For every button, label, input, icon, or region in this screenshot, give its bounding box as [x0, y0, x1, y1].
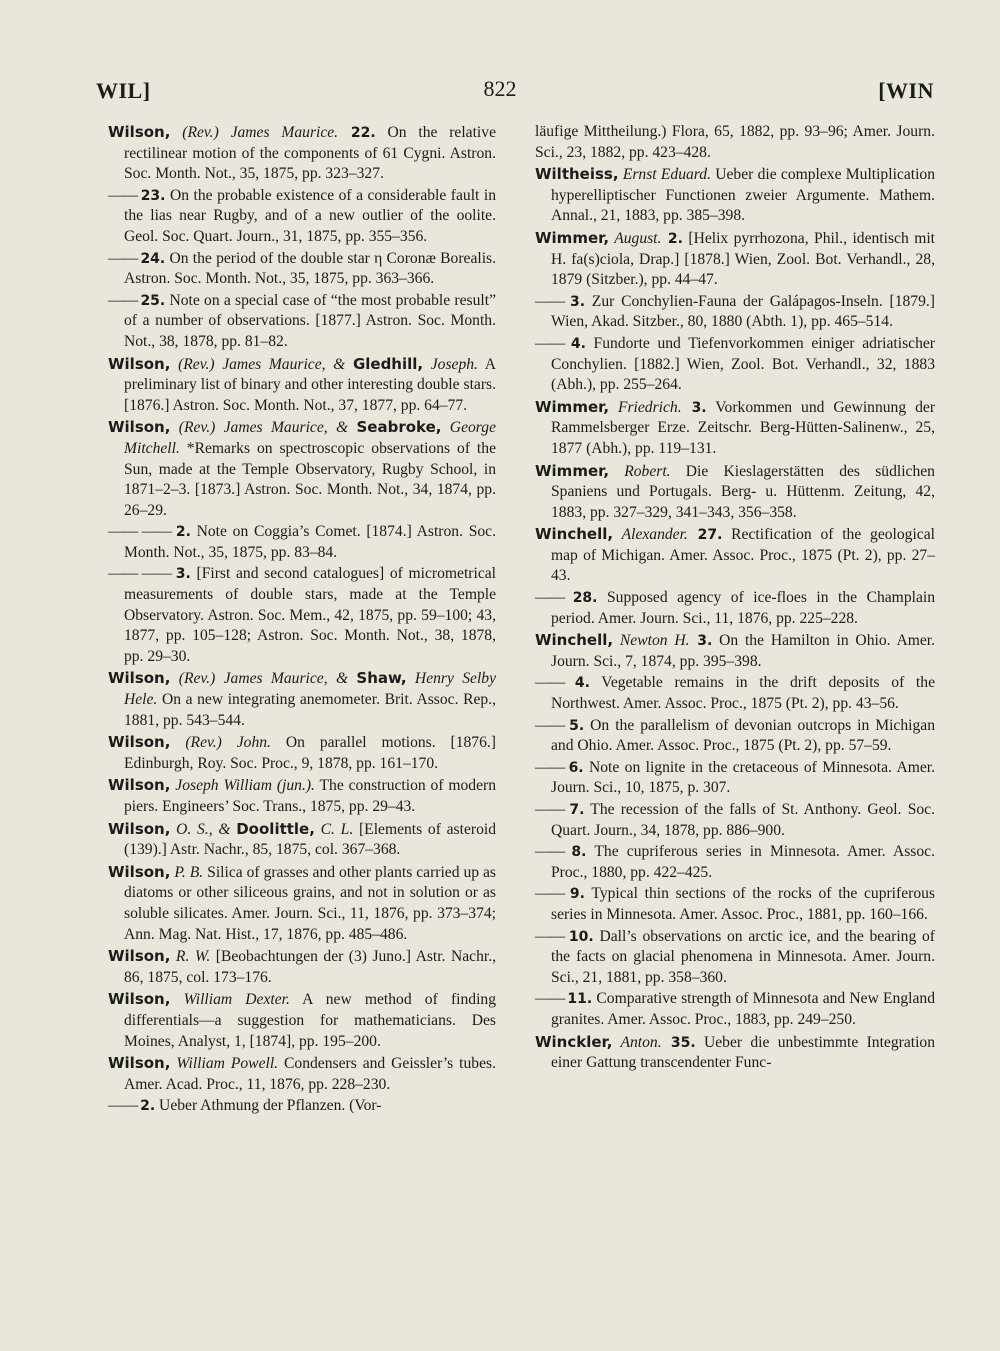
bibliography-entry: [108, 564, 496, 667]
entry-author: Wimmer,: [535, 397, 610, 416]
entry-text: Condensers and Geissler’s tubes. Amer. Acad. Proc., 11, 1876, pp. 228–230.: [124, 1055, 496, 1093]
entry-author: Wilson,: [108, 418, 171, 437]
entry-text: [Elements of asteroid (139).] Astr. Nachr., 85, 1875, col. 367–368.: [124, 820, 497, 859]
entry-number: 2.: [175, 524, 191, 541]
bibliography-entry: [535, 164, 935, 227]
entry-coauthor: Shaw,: [356, 669, 407, 688]
entry-author: Wiltheiss,: [535, 165, 619, 184]
bibliography-entry: [108, 1096, 496, 1117]
bibliography-entry: [535, 716, 935, 757]
entry-author: Wilson,: [108, 1054, 171, 1073]
entry-text: On the probable existence of a considerable fault in the lias near Rugby, and of a new outlier of the oolite. Geol. Soc. Quart. Journ., 31, 1875, pp. 355–356.: [124, 186, 496, 245]
entry-text: Vorkommen und Gewinnung der Rammelsberger Erze. Zeitschr. Berg-Hütten-Salinenw., 25, 1877 (Abh.), pp. 119–131.: [551, 398, 936, 457]
bibliography-entry: [535, 588, 935, 629]
header-right: [WIN: [878, 78, 934, 103]
entry-number: 24.: [140, 250, 166, 267]
entry-number: 23.: [140, 187, 166, 204]
bibliography-entry: [535, 884, 935, 925]
entry-text: A new method of finding differentials—a suggestion for mathematicians. Des Moines, Analyst, 1, [1874], pp. 195–200.: [124, 991, 496, 1050]
bibliography-entry: [108, 1053, 496, 1095]
entry-number: 8.: [571, 844, 587, 861]
entry-repeat-dash: ——: [535, 843, 572, 861]
bibliography-entry: [108, 291, 496, 353]
entry-text: Ueber Athmung der Pflanzen. (Vor-: [155, 1097, 382, 1115]
entry-forename: (Rev.) James Maurice.: [170, 124, 339, 141]
bibliography-entry: [108, 819, 496, 861]
entry-text: [First and second catalogues] of micrometrical measurements of double stars, made at the Temple Observatory. Astron. Soc. Mem., 42, 1875, pp. 59–100; 43, 1877, pp. 105–128; Astron. Soc. Month. Not., 38, 1878, pp. 29–30.: [124, 565, 496, 665]
entry-repeat-dash: ——: [108, 1097, 141, 1115]
entry-repeat-dash: ——: [535, 801, 570, 818]
entry-text: On the relative rectilinear motion of the components of 61 Cygni. Astron. Soc. Month. Not., 35, 1875, pp. 323–327.: [124, 124, 496, 183]
entry-text: Zur Conchylien-Fauna der Galápagos-Inseln. [1879.] Wien, Akad. Sitzber., 80, 1880 (Abth. 1), pp. 465–514.: [551, 292, 935, 331]
entry-author: Wilson,: [108, 990, 171, 1009]
entry-number: 7.: [569, 802, 585, 818]
bibliography-entry: [535, 1032, 935, 1074]
bibliography-entry: [535, 334, 935, 396]
bibliography-entry: [535, 122, 935, 163]
entry-forename: William Dexter.: [170, 991, 290, 1009]
bibliography-entry: [535, 228, 935, 291]
entry-forename: O. S., &: [170, 820, 237, 838]
entry-text: Dall’s observations on arctic ice, and the bearing of the facts on glacial phenomena in Minnesota. Amer. Journ. Sci., 21, 1881, pp. 358–360.: [551, 927, 935, 986]
entry-forename: R. W.: [170, 948, 211, 966]
bibliography-entry: [535, 397, 935, 460]
entry-text: Fundorte und Tiefenvorkommen einiger adriatischer Conchylien. [1882.] Wien, Zool. Bot. Verhandl., 32, 1883 (Abh.), pp. 255–264.: [551, 334, 935, 394]
bibliography-entry: [108, 862, 496, 945]
entry-forename: Friedrich.: [609, 398, 682, 416]
entry-forename: Ernst Eduard.: [618, 166, 711, 184]
entry-repeat-dash: —— ——: [108, 523, 176, 541]
entry-author: Wilson,: [108, 947, 171, 966]
entry-text: Ueber die complexe Multiplication hyperelliptischer Functionen zweier Argumente. Mathem. Annal., 21, 1883, pp. 385–398.: [551, 166, 935, 225]
entry-number: 25.: [140, 292, 166, 309]
entry-number: 35.: [661, 1034, 696, 1051]
right-column: [535, 122, 935, 1075]
entry-number: 3.: [681, 399, 707, 416]
entry-text: Typical thin sections of the rocks of the cupriferous series in Minnesota. Amer. Assoc. Proc., 1881, pp. 160–166.: [551, 885, 935, 923]
entry-text: Note on lignite in the cretaceous of Minnesota. Amer. Journ. Sci., 10, 1875, p. 307.: [551, 758, 935, 797]
entry-repeat-dash: ——: [108, 186, 141, 204]
entry-text: A preliminary list of binary and other interesting double stars. [1876.] Astron. Soc. Month. Not., 37, 1877, pp. 64–77.: [124, 355, 496, 414]
entry-forename: P. B.: [170, 863, 204, 881]
entry-text: Silica of grasses and other plants carried up as diatoms or other siliceous grains, and not in solution or as soluble silicates. Amer. Journ. Sci., 11, 1876, pp. 373–374; Ann. Mag. Nat. Hist., 17, 1876, pp. 485–486.: [124, 863, 496, 943]
entry-number: 2.: [140, 1098, 156, 1115]
bibliography-entry: [108, 354, 496, 417]
entry-text: Note on Coggia’s Comet. [1874.] Astron. Soc. Month. Not., 35, 1875, pp. 83–84.: [124, 523, 497, 561]
bibliography-entry: [108, 989, 496, 1052]
entry-repeat-dash: ——: [535, 990, 568, 1008]
entry-author: Wilson,: [108, 776, 171, 795]
entry-number: 28.: [572, 590, 598, 607]
entry-text: [Beobachtungen der (3) Juno.] Astr. Nachr., 86, 1875, col. 173–176.: [124, 948, 496, 986]
bibliography-entry: [535, 673, 935, 714]
entry-coauthor-forename: George Mitchell.: [124, 419, 496, 457]
bibliography-entry: [108, 668, 496, 731]
bibliography-entry: [108, 417, 496, 521]
entry-repeat-dash: ——: [108, 291, 141, 309]
entry-number: 4.: [570, 335, 586, 352]
entry-text: Ueber die unbestimmte Integration einer Gattung transcendenter Func-: [551, 1033, 935, 1072]
bibliography-entry: [108, 122, 496, 185]
bibliography-entry: [535, 758, 935, 799]
entry-coauthor-forename: Joseph.: [423, 355, 478, 373]
page-number: 822: [483, 76, 517, 101]
entry-repeat-dash: ——: [535, 927, 569, 945]
entry-text: Die Kieslagerstätten des südlichen Spaniens und Portugals. Berg- u. Hüttenm. Zeitung, 42, 1883, pp. 327–329, 341–343, 356–358.: [551, 462, 935, 521]
entry-forename: (Rev.) John.: [170, 734, 271, 752]
bibliography-entry: [108, 522, 496, 563]
bibliography-entry: [108, 732, 496, 774]
entry-text: Vegetable remains in the drift deposits of the Northwest. Amer. Assoc. Proc., 1875 (Pt. 2), pp. 43–56.: [551, 674, 935, 713]
entry-text: On the Hamilton in Ohio. Amer. Journ. Sci., 7, 1874, pp. 395–398.: [551, 632, 935, 670]
entry-author: Wimmer,: [535, 461, 610, 480]
entry-text: *Remarks on spectroscopic observations of the Sun, made at the Temple Observatory, Rugby School, in 1871–2–3. [1873.] Astron. Soc. Month. Not., 34, 1874, pp. 26–29.: [124, 439, 496, 519]
entry-number: 10.: [568, 928, 594, 945]
entry-repeat-dash: ——: [535, 674, 575, 692]
entry-coauthor: Gledhill,: [352, 354, 424, 373]
entry-number: 5.: [569, 717, 585, 734]
entry-forename: Joseph William (jun.).: [170, 777, 315, 795]
bibliography-entry: [108, 775, 496, 817]
entry-text: On the parallelism of devonian outcrops in Michigan and Ohio. Amer. Assoc. Proc., 1875 (Pt. 2), pp. 57–59.: [551, 716, 935, 755]
left-column: [108, 122, 496, 1118]
bibliography-entry: [108, 249, 496, 290]
entry-author: Wilson,: [108, 669, 171, 688]
entry-forename: (Rev.) James Maurice, &: [170, 670, 357, 688]
entry-repeat-dash: —— ——: [108, 565, 176, 583]
entry-number: 11.: [567, 991, 593, 1008]
entry-text: The cupriferous series in Minnesota. Amer. Assoc. Proc., 1880, pp. 422–425.: [551, 843, 935, 881]
bibliography-entry: [535, 927, 935, 989]
entry-forename: Alexander.: [613, 526, 688, 544]
entry-forename: William Powell.: [170, 1055, 279, 1073]
entry-repeat-dash: ——: [535, 885, 570, 903]
header-left: WIL]: [96, 78, 151, 103]
entry-forename: Robert.: [609, 462, 671, 480]
entry-text: [Helix pyrrhozona, Phil., identisch mit H. fa(s)ciola, Drap.] [1878.] Wien, Zool. Bot. Verhandl., 28, 1879 (Sitzber.), pp. 44–47.: [551, 229, 935, 289]
entry-repeat-dash: ——: [535, 716, 570, 734]
entry-text: Supposed agency of ice-floes in the Champlain period. Amer. Journ. Sci., 11, 1876, pp. 225–228.: [551, 589, 935, 627]
entry-number: 6.: [568, 759, 584, 776]
entry-author: Wilson,: [108, 862, 171, 881]
bibliography-entry: [108, 946, 496, 988]
bibliography-entry: [535, 842, 935, 883]
bibliography-entry: [535, 800, 935, 841]
entry-forename: August.: [609, 229, 662, 247]
entry-number: 27.: [687, 527, 723, 544]
entry-number: 3.: [689, 633, 713, 650]
entry-author: Winckler,: [535, 1032, 613, 1051]
entry-repeat-dash: ——: [108, 249, 141, 267]
entry-number: 22.: [338, 125, 376, 141]
entry-coauthor: Seabroke,: [356, 418, 442, 437]
entry-text: On parallel motions. [1876.] Edinburgh, Roy. Soc. Proc., 9, 1878, pp. 161–170.: [124, 734, 496, 772]
bibliography-entry: [535, 989, 935, 1030]
bibliography-entry: [535, 524, 935, 587]
entry-number: 3.: [175, 566, 191, 583]
bibliography-entry: [535, 630, 935, 672]
entry-repeat-dash: ——: [535, 589, 573, 607]
entry-author: Wilson,: [108, 733, 171, 752]
entry-forename: Anton.: [612, 1033, 662, 1051]
entry-text: Rectification of the geological map of Michigan. Amer. Assoc. Proc., 1875 (Pt. 2), pp. 27–43.: [551, 526, 935, 585]
entry-repeat-dash: ——: [535, 292, 570, 310]
entry-number: 9.: [569, 886, 585, 903]
entry-author: Wimmer,: [535, 228, 610, 247]
entry-repeat-dash: ——: [535, 334, 571, 352]
entry-author: Wilson,: [108, 819, 171, 838]
entry-text: The recession of the falls of St. Anthony. Geol. Soc. Quart. Journ., 34, 1878, pp. 886–900.: [551, 801, 935, 839]
entry-text: On a new integrating anemometer. Brit. Assoc. Rep., 1881, pp. 543–544.: [124, 691, 496, 729]
entry-forename: Newton H.: [613, 632, 690, 650]
entry-number: 3.: [569, 293, 586, 310]
bibliography-entry: [535, 461, 935, 524]
entry-text: Comparative strength of Minnesota and New England granites. Amer. Assoc. Proc., 1883, pp. 249–250.: [551, 990, 935, 1028]
entry-forename: (Rev.) James Maurice, &: [170, 355, 353, 373]
entry-author: Wilson,: [108, 354, 171, 373]
entry-coauthor: Doolittle,: [236, 819, 315, 838]
entry-author: Winchell,: [535, 525, 614, 544]
entry-number: 2.: [661, 230, 683, 247]
entry-coauthor-forename: Henry Selby Hele.: [124, 670, 496, 709]
entry-text: On the period of the double star η Coronæ Borealis. Astron. Soc. Month. Not., 35, 1875, pp. 363–366.: [124, 249, 496, 288]
entry-text: läufige Mittheilung.) Flora, 65, 1882, pp. 93–96; Amer. Journ. Sci., 23, 1882, pp. 423–428.: [535, 123, 935, 161]
bibliography-entry: [535, 292, 935, 333]
entry-repeat-dash: ——: [535, 758, 569, 776]
entry-text: Note on a special case of “the most probable result” of a number of observations. [1877.] Astron. Soc. Month. Not., 38, 1878, pp. 81–82.: [124, 291, 496, 350]
entry-coauthor-forename: C. L.: [314, 820, 354, 838]
entry-forename: (Rev.) James Maurice, &: [170, 419, 357, 437]
bibliography-entry: [108, 186, 496, 248]
entry-text: The construction of modern piers. Engineers’ Soc. Trans., 1875, pp. 29–43.: [124, 777, 497, 815]
running-header: [0, 74, 1000, 106]
entry-author: Wilson,: [108, 123, 171, 141]
entry-author: Winchell,: [535, 631, 614, 650]
entry-number: 4.: [574, 675, 590, 692]
